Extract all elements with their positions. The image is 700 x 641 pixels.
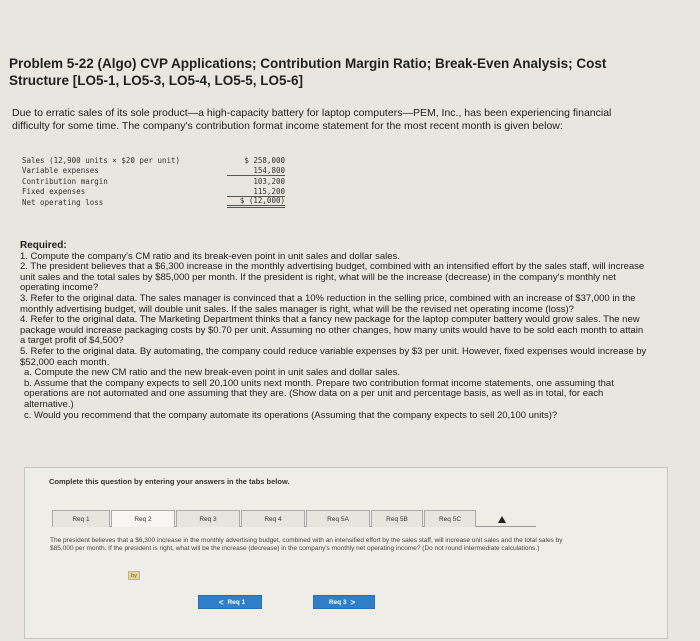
tab-req-5c[interactable]: Req 5C [424, 510, 476, 527]
statement-row-contribution-margin [22, 176, 292, 187]
statement-label: Sales (12,900 units × $20 per unit) [22, 155, 181, 165]
required-heading: Required: [20, 240, 67, 251]
required-item-4: 4. Refer to the original data. The Marketing Department thinks that a fancy new package for the laptop computer battery would grow sales. The new package would increase packaging costs by $0.70 per unit. Assuming no other changes, how many units would have to be sold each month to attain a target profit of $4,500? [20, 314, 644, 347]
required-subitem-a: a. Compute the new CM ratio and the new break-even point in unit sales and dollar sales. [24, 367, 400, 379]
chevron-left-icon: < [218, 597, 224, 607]
statement-row-sales [22, 155, 292, 166]
tab-req-5a[interactable]: Req 5A [306, 510, 370, 527]
required-section [20, 241, 650, 421]
statement-value: 154,800 [227, 166, 285, 176]
statement-value: $ 258,000 [244, 155, 285, 165]
requirement-tabs [52, 510, 536, 527]
prev-req-label: Req 1 [227, 598, 246, 606]
prev-req-button[interactable] [198, 595, 262, 609]
answer-panel [24, 467, 668, 639]
tab-question-text: The president believes that a $6,300 increase in the monthly advertising budget, combined with an intensified effort by the sales staff, will increase unit sales and the total sales by $85,000 per month. If the president is right, what will be the increase (decrease) in the company's monthly net operating income? (Do not round intermediate calculations.) [50, 537, 563, 552]
required-item-2: 2. The president believes that a $6,300 increase in the monthly advertising budget, combined with an intensified effort by the sales staff, will increase unit sales and the total sales by $85,000 per month. If the president is right, what will be the increase (decrease) in the company's monthly net operating income? [20, 261, 645, 294]
required-subitem-b: b. Assume that the company expects to sell 20,100 units next month. Prepare two contribution format income statements, one assuming that operations are not automated and one assuming that they are. (Show data on a per unit and percentage basis, as well as in total, for each alternative.) [24, 377, 614, 410]
statement-label: Fixed expenses [22, 187, 86, 197]
required-subitem-c: c. Would you recommend that the company automate its operations (Assuming that the company expects to sell 20,100 units)? [24, 409, 558, 421]
statement-value: 115,200 [227, 187, 285, 197]
tab-req-4[interactable]: Req 4 [241, 510, 305, 527]
problem-intro: Due to erratic sales of its sole product—a high-capacity battery for laptop computers—PEM, Inc., has been experiencing financial difficulty for some time. The company's contribution format income statement for the most recent month is given below: [12, 107, 612, 132]
tab-req-1[interactable]: Req 1 [52, 510, 110, 527]
mouse-cursor-icon [498, 516, 506, 523]
statement-row-variable-expenses [22, 166, 292, 177]
income-statement [22, 155, 292, 208]
next-req-button[interactable] [313, 595, 375, 609]
panel-instruction: Complete this question by entering your answers in the tabs below. [49, 477, 290, 486]
next-req-label: Req 3 [328, 598, 347, 606]
tab-req-2[interactable]: Req 2 [111, 510, 175, 527]
tab-req-5b[interactable]: Req 5B [371, 510, 423, 527]
statement-value: 103,200 [253, 176, 285, 186]
statement-label: Net operating loss [22, 197, 104, 207]
required-item-3: 3. Refer to the original data. The sales manager is convinced that a 10% reduction in the selling price, combined with an increase of $37,000 in the monthly advertising budget, will double unit sales. If the sales manager is right, what will be the revised net operating income (loss)? [20, 292, 636, 315]
statement-row-net-operating-loss [22, 197, 292, 208]
tab-req-3[interactable]: Req 3 [176, 510, 240, 527]
required-item-1: 1. Compute the company's CM ratio and its break-even point in unit sales and dollar sales. [20, 250, 400, 262]
statement-label: Contribution margin [22, 176, 108, 186]
net-operating-income-change-input[interactable]: by [128, 571, 140, 580]
statement-value: $ (12,000) [227, 196, 285, 208]
statement-label: Variable expenses [22, 166, 99, 176]
required-item-5: 5. Refer to the original data. By automating, the company could reduce variable expenses by $3 per unit. However, fixed expenses would increase by $52,000 each month. [20, 345, 647, 368]
problem-title: Problem 5-22 (Algo) CVP Applications; Contribution Margin Ratio; Break-Even Analysis; Cost Structure [LO5-1, LO5-3, LO5-4, LO5-5, LO5-6] [9, 56, 607, 88]
chevron-right-icon: > [350, 597, 356, 607]
